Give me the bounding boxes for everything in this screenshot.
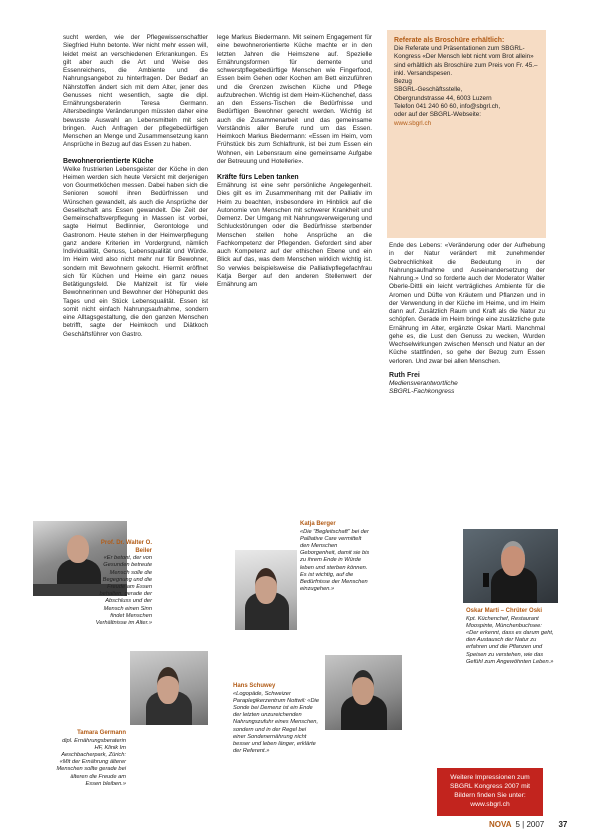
caption-name: Katja Berger: [300, 521, 336, 527]
caption-quote: «Er betont, der von Gesunden betreute Mensch solle die Begegnung und die Freude am Essen behalten, gerade der Abschluss und der Mensch einen Sinn findet Menschen Verhältnisse im Alter.»: [95, 555, 152, 627]
info-box-address-line: oder auf der SBGRL-Webseite:: [394, 111, 482, 119]
paragraph: Ende des Lebens: «Veränderung oder der Aufhebung in der Natur verändert mit zunehmender Gebrechlichkeit die Bedeutung in der Nahrungsaufnahme und Auseinandersetzung der Nahrung.» Und so forderte auch der Moderator Walter Oberle-Dittli ein leicht verträgliches Ambiente für die Aromen und Düfte von Kräutern und Pflanzen und in der Verwendung in der Küche im Heime, und im Heim dann auf. Zusätzlich Raum und Kraft als die Natur zu schöpfen. Gerade im Heim bringe eine zusätzliche gute Ernährung im Alter, ergänzte Oskar Marti. Manchmal gehe es, die Lust den Genuss zu wecken, Wurden Wechselwirkungen zwischen Mensch und Natur an der Küche stattfinden, so gehe der Bezug zum Essen verloren. Und zwar bei allen Menschen.: [389, 242, 545, 365]
photo-speaker-germann: [130, 651, 208, 725]
author-name: Ruth Frei: [389, 371, 420, 379]
caption-name: Hans Schuwey: [233, 683, 276, 689]
info-box-url[interactable]: www.sbgrl.ch: [394, 119, 432, 127]
promo-line: Bildern finden Sie unter:: [454, 792, 526, 799]
info-box-address-line: Telefon 041 240 60 60, info@sbgrl.ch,: [394, 103, 501, 111]
caption-germann: [54, 730, 126, 788]
author-role: SBGRL-Fachkongress: [389, 388, 455, 396]
subheading: Kräfte fürs Leben tanken: [217, 174, 299, 181]
article-column-3: [389, 242, 545, 397]
info-box: [387, 30, 546, 238]
info-box-address-line: Obergrundstrasse 44, 6003 Luzern: [394, 94, 492, 102]
photo-speaker-berger: [235, 550, 297, 630]
article-column-1: [63, 34, 208, 339]
article-column-2: [217, 34, 372, 289]
info-box-title: Referate als Broschüre erhältlich:: [394, 37, 505, 44]
caption-name: Prof. Dr. Walter O. Beiler: [100, 540, 152, 554]
paragraph: lege Markus Biedermann. Mit seinem Engagement für eine bewohnerorientierte Küche machte er in den letzten Jahren die Heimszene auf. Spezielle Ernährungsformen für demente und schwerstpflegebedürftige Menschen wie Fingerfood, Essen beim Gehen oder Kochen am Bett einzuführen und die Grenzen zwischen Küche und Pflege aufzubrechen. Wichtig ist dem Heim-Küchenchef, dass an den Essens-Tischen die Bedürfnisse und Bedürftigen Bewohner gerecht werden. Wichtig ist auch die Zusammenarbeit und das gemeinsame Verständnis aller Berufe rund um das Essen. Heimkoch Markus Biedermann: «Essen im Heim, vom Frühstück bis zum Schlaftrunk, ist bei zum Essen ein Wohnen, ein Lebensraum eine gemeinsame Aufgabe der Betreuung und Hotellerie».: [217, 34, 372, 165]
paragraph: sucht werden, wie der Pflegewissenschaftler Siegfried Huhn betonte. Wer nicht mehr essen will, leidet meist an verschiedenen Erkrankungen. Es gilt aber auch die Art und Weise des Essenreichens, die Ambiente und die Nahrungsangebot zu hinterfragen. Der Bedarf an Nährstoffen ändert sich mit dem Alter, jener des Genusses nicht wesentlich, sagte die dipl. Ernährungsberaterin Teresa Germann. Altersbedingte Veränderungen müssten daher eine bewusste Auswahl an Lebensmitteln mit sich bringen. Auch Anfragen der pflegebedürftigen Menschen an Menge und Zusammensetzung kann Ansprüche in Bezug auf das Essen zu haben.: [63, 34, 208, 149]
caption-quote: dipl. Ernährungsberaterin HF, Klinik Im Aeschbacherpark, Zürich: «Mit der Ernährung älterer Menschen sollte gerade bei älteren die Freude am Essen bleiben.»: [56, 737, 126, 787]
promo-box: [437, 768, 543, 816]
caption-oberle: [90, 540, 152, 627]
info-box-address-line: SBGRL-Geschäftsstelle,: [394, 86, 463, 94]
caption-quote: «Die "Begleitschaft" bei der Palliative Care vermittelt den Menschen Geborgenheit, damit sie bis zu ihrem Ende in Würde leben und sterben können. Es ist wichtig, auf die Bedürfnisse der Menschen einzugehen.»: [300, 528, 370, 593]
caption-berger: [300, 521, 370, 593]
promo-line: Weitere Impressionen zum: [450, 774, 530, 781]
caption-name: Oskar Marti – Chrüter Oski: [466, 608, 543, 614]
page-number: 37: [558, 820, 568, 829]
info-box-bezug: Bezug: [394, 78, 412, 86]
caption-name: Tamara Germann: [77, 730, 126, 736]
subheading: Bewohnerorientierte Küche: [63, 157, 154, 165]
author-role: Mediensverantwortliche: [389, 380, 458, 387]
caption-quote: Kpt. Küchenchef, Restaurant Moospinte, Münchenbuchsee: «Der erkennt, dass es darum geht, den Austausch der Natur zu erfahren und die Pflanzen und Speisen zu verstehen, wie das Gefühl zum Angewöhnten Leben.»: [466, 615, 554, 665]
caption-marti: [466, 608, 554, 666]
photo-speaker-schuwey: [325, 655, 402, 730]
promo-url[interactable]: www.sbgrl.ch: [470, 801, 510, 808]
info-box-text: Die Referate und Präsentationen zum SBGRL-Kongress «Der Mensch lebt nicht vom Brot allein» sind erhältlich als Broschüre zum Preis von Fr. 45.– inkl. Versandspesen.: [394, 45, 538, 77]
page-footer: [489, 820, 567, 829]
caption-schuwey: [233, 683, 319, 755]
caption-quote: «Logopäde, Schweizer Paraplegikerzentrum Nottwil: «Die Sonde bei Demenz ist ein Ende der letzten unzureichenden Nahrungszufuhr eines Menschen, sondern und in der Regel bei einer Sondenernährung nicht besser und leben länger, erklärte der Referent.»: [233, 690, 319, 755]
photo-speaker-marti: [463, 529, 558, 603]
magazine-name: NOVA: [489, 820, 512, 829]
paragraph: Welke frustrierten Lebensgeister der Köche in den Heimen werden sich heute Versicht mit derjenigen von Gourmetköchen messen. Dabei haben sich die Senioren sowohl ihren Bedürfnissen und Wünschen gewandelt, als auch die Ansprüche der Gesellschaft ans Essen gewandelt. Die Zeit der Gemeinschaftsverpflegung in Massen ist vorbei, sagte Helmut Bedlinnier, Gerontologe und Gastronom. Heute stehen in der Heimverpflegung ganz andere Kriterien im Vordergrund, nämlich Individualität, Genuss, Lebensqualität und Würde. Im Heim wird also nicht mehr nur für Bewohner, sondern mit Bewohnern gekocht. Hiermit eröffnet sich für Küchen und Heime ein ganz neues Betätigungsfeld. Die Mahlzeit ist für viele Bewohnerinnen und Bewohner der Höhepunkt des Tages und ein Stück Lebensqualität. Essen ist somit nicht einfach Nahrungsaufnahme, sondern eine Alltagsgestaltung, die den ganzen Menschen betrifft, sagte der Heimkoch und Diätkoch Geschäftsführer von Gastro.: [63, 165, 208, 338]
paragraph: Ernährung ist eine sehr persönliche Angelegenheit. Dies gilt es im Zusammenhang mit der Palliativ im Heim zu beachten, insbesondere im Hinblick auf die Autonomie von Menschen mit schwerer Krankheit und Demenz. Der Umgang mit Nahrungsverweigerung und Schluckstörungen oder die Bedürfnisse sterbender Menschen stellen hohe Ansprüche an die Fachkompetenz der Pflegenden. Gefordert sind aber auch Kompetenz auf der ethischen Ebene und ein Blick auf das, was dem Menschen wirklich wichtig ist. So verwies beispielsweise die Palliativpflegefachfrau Katja Berger auf den anderen Stellenwert der Ernährung am: [217, 182, 372, 288]
issue-number: 5 | 2007: [515, 820, 545, 829]
promo-line: SBGRL Kongress 2007 mit: [449, 783, 531, 790]
